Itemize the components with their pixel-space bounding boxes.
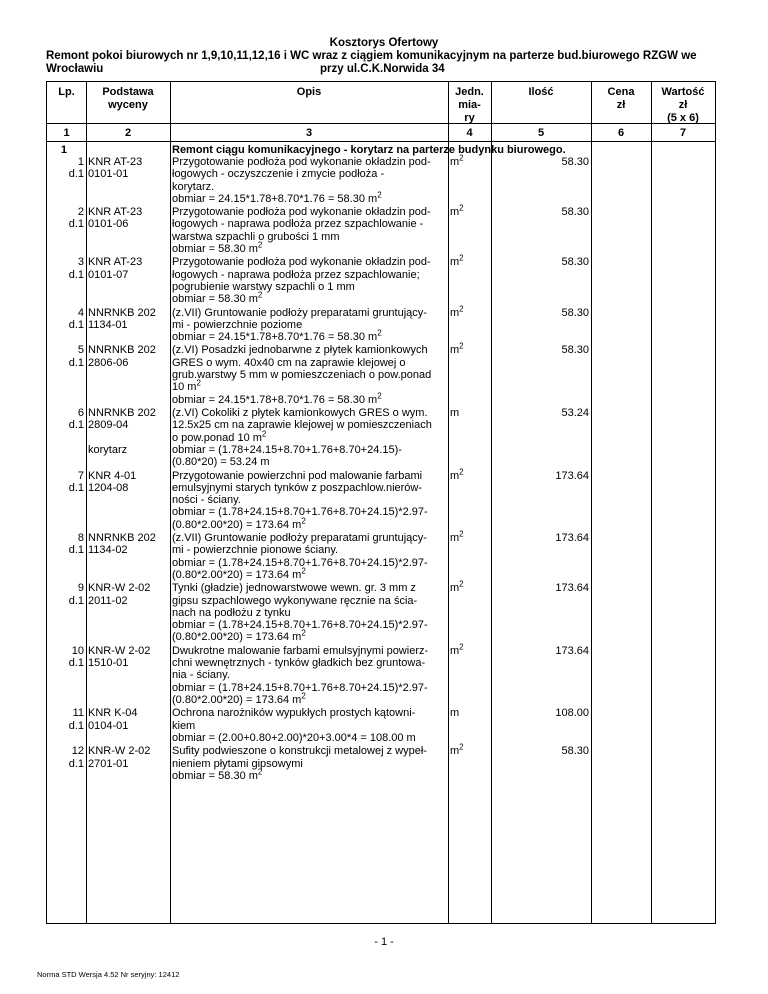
row-opis: Sufity podwieszone o konstrukcji metalowej z wypeł- nieniem płytami gipsowymi obmiar = 58.30 $m^2$ [172,745,427,782]
section-number: 1 [60,144,67,156]
row-ilosc: 58.30 [561,306,589,319]
row-jednostka: $m^2$ [450,642,464,657]
row-lp: 12 d.1 [68,745,84,770]
row-opis: (z.VII) Gruntowanie podłoży preparatami gruntujący- mi - powierzchnie pionowe ściany. obmiar = (1.78+24.15+8.70+1.76+8.70+24.15)*2.97- (0.80*2.00*20) = 173.64 $m^2$ [172,532,428,581]
subtitle-city: Wrocławiu [46,63,104,75]
row-lp: 4 d.1 [68,306,84,331]
row-lp: 11 d.1 [68,707,84,732]
row-opis: Przygotowanie podłoża pod wykonanie okładzin pod- łogowych - naprawa podłoża przez szpachlowanie - warstwa szpachli o grubości 1 mm obmiar = 58.30 $m^2$ [172,206,431,256]
row-podstawa: NNRNKB 202 2809-04 korytarz [88,407,156,456]
col-number-5: 5 [537,127,545,139]
row-jednostka: $m^2$ [450,303,464,319]
row-lp: 10 d.1 [68,644,84,670]
row-ilosc: 173.64 [555,469,589,482]
software-note: Norma STD Wersja 4.52 Nr seryjny: 12412 [37,970,180,979]
row-lp: 5 d.1 [68,344,84,369]
row-podstawa: KNR AT-23 0101-01 [88,156,143,181]
row-ilosc: 58.30 [561,344,589,357]
row-ilosc: 173.64 [555,532,589,545]
row-jednostka: $m^2$ [450,153,464,168]
row-ilosc: 108.00 [555,707,589,720]
col-header-opis: Opis [296,86,322,98]
col-number-7: 7 [679,127,687,139]
row-podstawa: NNRNKB 202 2806-06 [88,344,156,369]
row-opis: (z.VI) Posadzki jednobarwne z płytek kamionkowych GRES o wym. 40x40 cm na zaprawie klejowej o grub.warstwy 5 mm w pomieszczeniach o pow.ponad 10 $m^2$ obmiar = 24.15*1.78+8.70*1.76 = 58.30 $m^2$ [172,344,432,406]
col-header-cena: Cena zł [607,86,635,111]
row-jednostka: $m^2$ [450,341,464,357]
row-podstawa: KNR K-04 0104-01 [88,707,138,732]
row-opis: Przygotowanie podłoża pod wykonanie okładzin pod- łogowych - naprawa podłoża przez szpachlowanie; pogrubienie warstwy szpachli o 1 mm obmiar = 58.30 $m^2$ [172,256,431,306]
col-header-ilosc: Ilość [528,86,554,98]
col-number-3: 3 [305,127,313,139]
row-podstawa: KNR 4-01 1204-08 [88,469,137,494]
row-jednostka: $m^2$ [450,579,464,595]
row-lp: 6 d.1 [68,407,84,432]
row-lp: 2 d.1 [68,206,84,231]
row-opis: Przygotowanie podłoża pod wykonanie okładzin pod- łogowych - oczyszczenie i zmycie podłoża - korytarz. obmiar = 24.15*1.78+8.70*1.76 = 58.30 $m^2$ [172,156,431,205]
row-jednostka: m [450,707,460,720]
col-header-lp: Lp. [58,86,75,98]
row-ilosc: 58.30 [561,206,589,219]
row-podstawa: KNR-W 2-02 2701-01 [88,745,151,770]
row-lp: 7 d.1 [68,469,84,494]
row-ilosc: 58.30 [561,156,589,168]
row-lp: 9 d.1 [68,582,84,607]
row-podstawa: KNR AT-23 0101-07 [88,256,143,281]
row-jednostka: $m^2$ [450,466,464,482]
row-opis: Tynki (gładzie) jednowarstwowe wewn. gr. 3 mm z gipsu szpachlowego wykonywane ręcznie na ścia- nach na podłożu z tynku obmiar = (1.78+24.15+8.70+1.76+8.70+24.15)*2.97- (0.80*2.00*20) = 173.64 $m^2$ [172,582,428,644]
row-ilosc: 173.64 [555,644,589,657]
subtitle-address: przy ul.C.K.Norwida 34 [320,63,445,75]
row-lp: 1 d.1 [68,156,84,181]
col-number-4: 4 [466,127,473,139]
row-opis: (z.VI) Cokoliki z płytek kamionkowych GRES o wym. 12.5x25 cm na zaprawie klejowej w pomieszczeniach o pow.ponad 10 $m^2$ obmiar = (1.78+24.15+8.70+1.76+8.70+24.15)- (0.80*20) = 53.24 m [172,407,432,469]
estimate-table [46,81,716,924]
row-podstawa: NNRNKB 202 1134-02 [88,532,156,557]
col-header-podstawa: Podstawa wyceny [102,86,154,111]
document-title: Kosztorys Ofertowy [329,37,439,49]
row-opis: (z.VII) Gruntowanie podłoży preparatami gruntujący- mi - powierzchnie poziome obmiar = 24.15*1.78+8.70*1.76 = 58.30 $m^2$ [172,306,427,344]
col-number-2: 2 [124,127,132,139]
row-ilosc: 173.64 [555,582,589,595]
row-opis: Przygotowanie powierzchni pod malowanie farbami emulsyjnymi starych tynków z poszpachlow.nierów- ności - ściany. obmiar = (1.78+24.15+8.70+1.76+8.70+24.15)*2.97- (0.80*2.00*20) = 173.64 $m^2$ [172,469,428,531]
row-podstawa: KNR-W 2-02 2011-02 [88,582,151,607]
row-jednostka: $m^2$ [450,742,464,758]
row-podstawa: NNRNKB 202 1134-01 [88,306,156,331]
row-jednostka: $m^2$ [450,203,464,219]
col-number-6: 6 [617,127,625,139]
row-ilosc: 58.30 [561,256,589,269]
row-lp: 3 d.1 [68,256,84,281]
page-number: - 1 - [374,936,394,948]
col-header-wartosc: Wartość zł (5 x 6) [661,86,705,124]
row-jednostka: $m^2$ [450,253,464,269]
row-lp: 8 d.1 [68,532,84,557]
col-header-jednostka: Jedn. mia- ry [455,86,484,124]
row-opis: Ochrona narożników wypukłych prostych kątowni- kiem obmiar = (2.00+0.80+2.00)*20+3.00*4 = 108.00 m [172,707,416,744]
section-title: Remont ciągu komunikacyjnego - korytarz na parterze budynku biurowego. [172,144,566,156]
row-jednostka: $m^2$ [450,529,464,545]
document-subtitle: Remont pokoi biurowych nr 1,9,10,11,12,16 i WC wraz z ciągiem komunikacyjnym na parterze bud.biurowego RZGW we [46,50,697,62]
row-ilosc: 58.30 [561,745,589,758]
col-number-1: 1 [63,127,70,139]
row-jednostka: m [450,407,460,419]
row-opis: Dwukrotne malowanie farbami emulsyjnymi powierz- chni wewnętrznych - tynków gładkich bez gruntowa- nia - ściany. obmiar = (1.78+24.15+8.70+1.76+8.70+24.15)*2.97- (0.80*2.00*20) = 173.64 $m^2$ [172,644,429,707]
row-podstawa: KNR AT-23 0101-06 [88,206,143,231]
row-ilosc: 53.24 [561,407,589,419]
row-podstawa: KNR-W 2-02 1510-01 [88,644,151,670]
